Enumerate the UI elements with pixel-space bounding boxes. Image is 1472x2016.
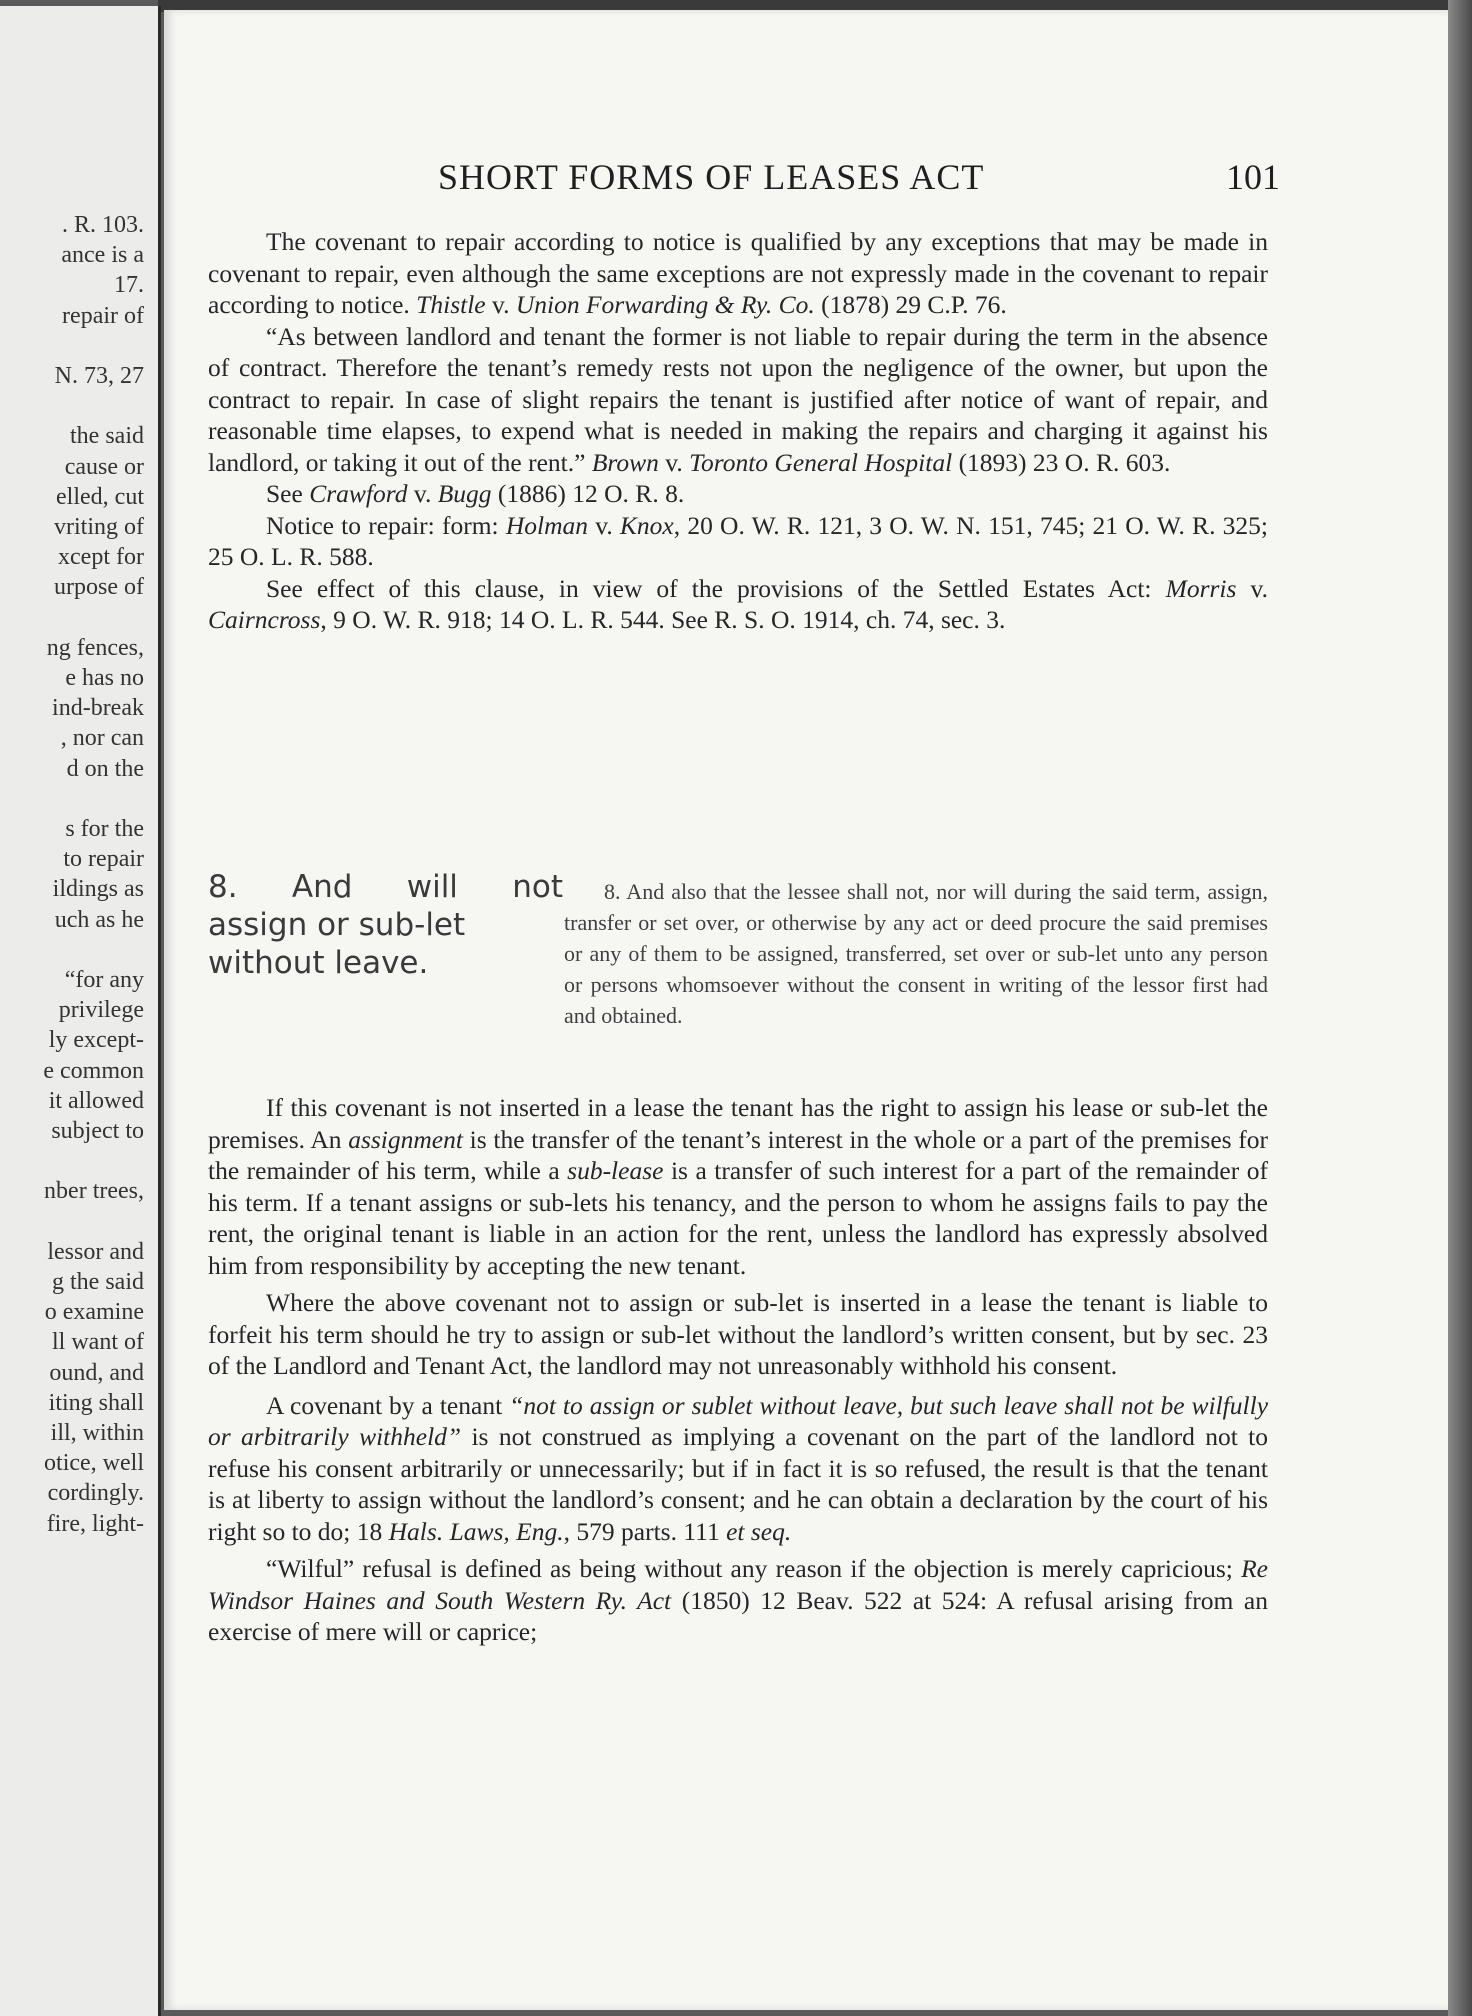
facing-page-line: ng fences, bbox=[46, 634, 144, 661]
paragraph: See Crawford v. Bugg (1886) 12 O. R. 8. bbox=[266, 479, 685, 508]
book-page bbox=[164, 10, 1448, 2010]
facing-page-line: “for any bbox=[64, 967, 144, 993]
facing-page-line: , nor can bbox=[60, 725, 144, 752]
paragraph: A covenant by a tenant “not to assign or sublet without leave, but such leave shall not be wilfully or arbitrarily withheld” is not construed as implying a covenant on the part of the landlord not to refuse his consent arbitrarily or unnecessarily; but if in fact it is so refused, the result is that the tenant is at liberty to assign without the landlord’s consent; and he can obtain a declaration by the court of his right so to do; 18 Hals. Laws, Eng., 579 parts. 111 et seq. bbox=[208, 1390, 1269, 1546]
paragraph: “As between landlord and tenant the former is not liable to repair during the term in the absence of contract. Therefore the tenant’s remedy rests not upon the negligence of the owner, but upon the contract to repair. In case of slight repairs the tenant is justified after notice of want of repair, and reasonable time elapses, to expend what is needed in making the repairs and charging it against his landlord, or taking it out of the rent.” Brown v. Toronto General Hospital (1893) 23 O. R. 603. bbox=[208, 321, 1268, 477]
facing-page-line: ildings as bbox=[52, 876, 144, 903]
facing-page-line: . R. 103. bbox=[61, 212, 144, 238]
section-clause-text: 8. And also that the lessee shall not, nor will during the said term, assign, transfer or set over, or otherwise by any act or deed procure the said premises or any of them to be assigned, transferred, set over or sub-let unto any person or persons whomsoever without the consent in writing of the lessor first had and obtained. bbox=[564, 879, 1268, 1028]
facing-page-line: 17. bbox=[114, 272, 144, 299]
main-text-bottom bbox=[208, 1092, 1268, 1648]
paragraph: Where the above covenant not to assign or sub-let is inserted in a lease the tenant is liable to forfeit his term should he try to assign or sub-let without the landlord’s written consent, but by sec. 23 of the Landlord and Tenant Act, the landlord may not unreasonably withhold his consent. bbox=[208, 1288, 1268, 1380]
facing-page-line: e has no bbox=[65, 665, 144, 691]
section-heading-line1: 8. And will not bbox=[208, 869, 563, 905]
paragraph: If this covenant is not inserted in a lease the tenant has the right to assign his lease or sub-let the premises. An assignment is the transfer of the tenant’s interest in the whole or a part of the premises for the remainder of his term, while a sub-lease is a transfer of such interest for a part of the remainder of his term. If a tenant assigns or sub-lets his tenancy, and the person to whom he assigns fails to pay the rent, the original tenant is liable in an action for the rent, unless the landlord has expressly absolved him from responsibility by accepting the new tenant. bbox=[208, 1093, 1268, 1280]
paragraph: Notice to repair: form: Holman v. Knox, 20 O. W. R. 121, 3 O. W. N. 151, 745; 21 O. W. R. 325; 25 O. L. R. 588. bbox=[208, 510, 1268, 571]
main-text-top bbox=[208, 226, 1268, 636]
facing-page-line: o examine bbox=[44, 1299, 144, 1326]
facing-page-line: e common bbox=[43, 1057, 144, 1084]
facing-page-line: elled, cut bbox=[56, 483, 144, 510]
page-number: 101 bbox=[1226, 157, 1280, 197]
facing-page-fragment bbox=[0, 6, 161, 2016]
facing-page-line: vriting of bbox=[54, 514, 144, 540]
facing-page-line: otice, well bbox=[44, 1450, 144, 1477]
facing-page-line: ly except- bbox=[48, 1027, 144, 1054]
facing-page-line: urpose of bbox=[54, 574, 144, 601]
running-title: SHORT FORMS OF LEASES ACT bbox=[438, 157, 985, 197]
facing-page-line: N. 73, 27 bbox=[54, 363, 144, 389]
facing-page-line: uch as he bbox=[54, 906, 144, 933]
facing-page-line: ind-break bbox=[52, 695, 144, 722]
facing-page-line: xcept for bbox=[58, 544, 144, 571]
paragraph: See effect of this clause, in view of the provisions of the Settled Estates Act: Morris v. Cairncross, 9 O. W. R. 918; 14 O. L. R. 544. See R. S. O. 1914, ch. 74, sec. 3. bbox=[208, 573, 1268, 634]
facing-page-line: ance is a bbox=[61, 242, 144, 269]
facing-page-line: cordingly. bbox=[47, 1480, 144, 1507]
facing-page-line: ll want of bbox=[52, 1329, 144, 1356]
facing-page-line: subject to bbox=[51, 1118, 144, 1144]
section-heading-rest: assign or sub-let without leave. bbox=[208, 907, 466, 981]
facing-page-line: ound, and bbox=[49, 1359, 144, 1386]
facing-page-line: ill, within bbox=[50, 1420, 144, 1446]
facing-page-line: repair of bbox=[62, 302, 144, 329]
facing-page-line: s for the bbox=[65, 816, 144, 842]
paragraph: The covenant to repair according to notice is qualified by any exceptions that may be made in covenant to repair, even although the same exceptions are not expressly made in the covenant to repair according to notice. Thistle v. Union Forwarding & Ry. Co. (1878) 29 C.P. 76. bbox=[208, 227, 1268, 319]
section-heading bbox=[208, 868, 563, 982]
facing-page-line: g the said bbox=[52, 1269, 144, 1295]
facing-page-line: d on the bbox=[66, 755, 144, 782]
facing-page-line: lessor and bbox=[47, 1238, 144, 1265]
facing-page-line: fire, light- bbox=[46, 1510, 144, 1537]
page-edge bbox=[1448, 0, 1472, 2016]
paragraph: “Wilful” refusal is defined as being without any reason if the objection is merely capricious; Re Windsor Haines and South Western Ry. Act (1850) 12 Beav. 522 at 524: A refusal arising from an exercise of mere will or caprice; bbox=[208, 1554, 1268, 1646]
facing-page-line: nber trees, bbox=[44, 1178, 144, 1205]
facing-page-line: the said bbox=[70, 423, 144, 450]
facing-page-line: privilege bbox=[58, 997, 144, 1024]
facing-page-line: cause or bbox=[64, 453, 144, 480]
facing-page-line: to repair bbox=[63, 846, 144, 873]
facing-page-line: it allowed bbox=[48, 1087, 144, 1114]
facing-page-line: iting shall bbox=[48, 1389, 144, 1416]
